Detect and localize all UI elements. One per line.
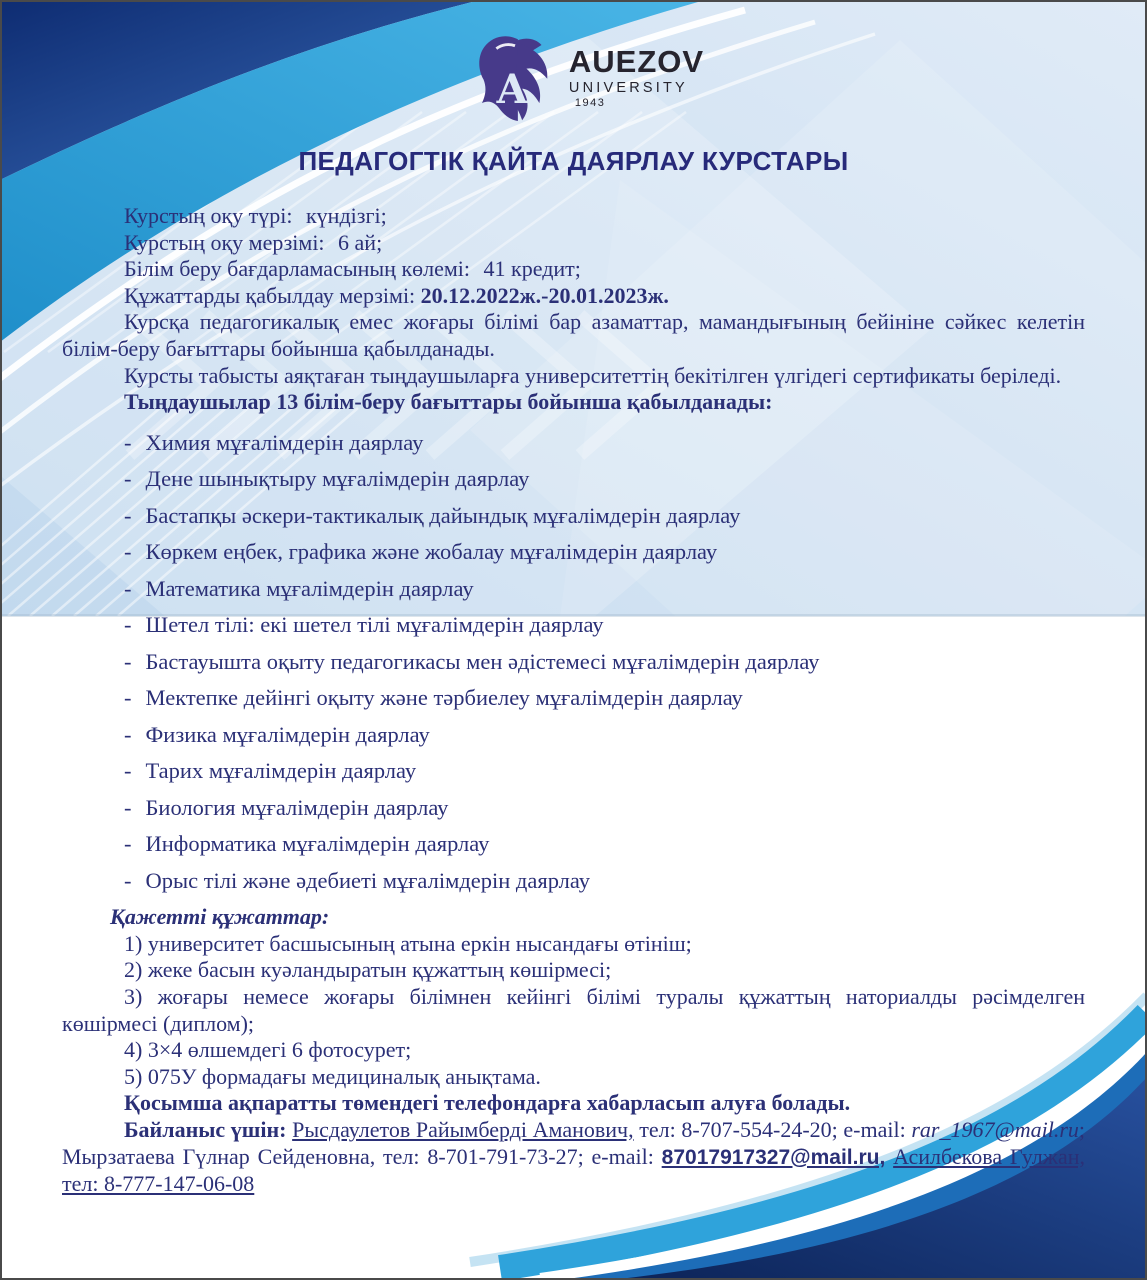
program-label: Химия мұғалімдерін даярлау bbox=[145, 429, 424, 455]
contact-person1-name: Рысдаулетов Райымберді Аманович, bbox=[292, 1117, 634, 1142]
list-bullet: - bbox=[124, 758, 132, 784]
list-bullet: - bbox=[124, 831, 132, 857]
list-bullet: - bbox=[124, 721, 132, 747]
program-label: Информатика мұғалімдерін даярлау bbox=[145, 831, 490, 857]
contact-paragraph bbox=[62, 1117, 1085, 1198]
certificate-paragraph: Курсты табысты аяқтаған тыңдаушыларға университеттің бекітілген үлгідегі сертификаты беріледі. bbox=[124, 362, 1062, 388]
program-list-item bbox=[62, 612, 1085, 639]
university-brand-subtitle: UNIVERSITY bbox=[568, 79, 688, 96]
program-label: Тарих мұғалімдерін даярлау bbox=[145, 758, 417, 784]
contact-person2-info: Мырзатаева Гүлнар Сейденовна, тел: 8-701-791-73-27; e-mail: bbox=[62, 1143, 654, 1169]
document-list-item: 5) 075У формадағы медициналық анықтама. bbox=[124, 1063, 541, 1089]
document-list-item: 3) жоғары немесе жоғары білімнен кейінгі білімі туралы құжаттың наториалды рәсімделген көшірмесі (диплом); bbox=[62, 984, 1085, 1036]
program-list-item bbox=[62, 831, 1085, 858]
program-label: Бастапқы әскери-тактикалық дайындық мұғалімдерін даярлау bbox=[145, 502, 741, 528]
program-list-item bbox=[62, 722, 1085, 749]
application-deadline-value: 20.12.2022ж.-20.01.2023ж. bbox=[420, 282, 669, 308]
list-bullet: - bbox=[124, 429, 132, 455]
program-list-item bbox=[62, 539, 1085, 566]
program-label: Бастауышта оқыту педагогикасы мен әдістемесі мұғалімдерін даярлау bbox=[145, 648, 820, 674]
contact-tel-label: тел: bbox=[639, 1117, 676, 1142]
programs-list bbox=[62, 430, 1085, 895]
list-bullet: - bbox=[124, 685, 132, 711]
program-label: Математика мұғалімдерін даярлау bbox=[145, 575, 474, 601]
contact-person1-email-link[interactable]: rar_1967@mail.ru bbox=[911, 1117, 1079, 1142]
document-list-item: 2) жеке басын куәландыратын құжаттың көшірмесі; bbox=[124, 957, 612, 983]
programs-heading: Тыңдаушылар 13 білім-беру бағыттары бойынша қабылданады: bbox=[124, 389, 773, 415]
course-duration-value: 6 ай; bbox=[338, 229, 383, 255]
contact-separator: ; bbox=[1078, 1117, 1086, 1142]
list-bullet: - bbox=[124, 648, 132, 674]
list-bullet: - bbox=[124, 794, 132, 820]
program-list-item bbox=[62, 758, 1085, 785]
program-label: Биология мұғалімдерін даярлау bbox=[145, 794, 449, 820]
program-list-item bbox=[62, 649, 1085, 676]
svg-text:A: A bbox=[496, 66, 528, 114]
list-bullet: - bbox=[124, 612, 132, 638]
course-type-label: Курстың оқу түрі: bbox=[124, 203, 293, 228]
list-bullet: - bbox=[124, 539, 132, 565]
program-list-item bbox=[62, 503, 1085, 530]
extra-info-line: Қосымша ақпаратты төмендегі телефондарға хабарласып алуға болады. bbox=[124, 1090, 851, 1116]
university-logo-text bbox=[569, 46, 704, 110]
application-deadline-line bbox=[62, 283, 1085, 310]
program-label: Орыс тілі және әдебиеті мұғалімдерін даярлау bbox=[145, 867, 590, 893]
page-title: ПЕДАГОГТІК ҚАЙТА ДАЯРЛАУ КУРСТАРЫ bbox=[298, 146, 849, 176]
university-logo bbox=[90, 32, 1085, 124]
program-label: Мектепке дейінгі оқыту және тәрбиелеу мұғалімдерін даярлау bbox=[145, 685, 743, 711]
contact-label: Байланыс үшін: bbox=[124, 1117, 287, 1142]
university-brand: AUEZOV bbox=[568, 44, 705, 80]
program-volume-value: 41 кредит; bbox=[483, 256, 581, 282]
contact-email-label: e-mail: bbox=[843, 1117, 906, 1142]
program-list-item bbox=[62, 576, 1085, 603]
list-bullet: - bbox=[124, 466, 132, 492]
body-text bbox=[62, 203, 1085, 1198]
program-volume-line bbox=[62, 256, 1085, 283]
documents-list bbox=[62, 931, 1085, 1091]
list-bullet: - bbox=[124, 502, 132, 528]
application-deadline-label: Құжаттарды қабылдау мерзімі: bbox=[124, 282, 416, 308]
program-volume-label: Білім беру бағдарламасының көлемі: bbox=[124, 256, 471, 282]
program-list-item bbox=[62, 685, 1085, 712]
contact-person3-info: Асилбекова Гулжан, тел: 8-777-147-06-08 bbox=[62, 1143, 1086, 1197]
course-type-value: күндізгі; bbox=[305, 203, 387, 228]
poster-content bbox=[2, 2, 1145, 1198]
document-list-item: 1) университет басшысының атына еркін нысандағы өтініш; bbox=[124, 930, 692, 956]
program-list-item bbox=[62, 795, 1085, 822]
program-label: Физика мұғалімдерін даярлау bbox=[145, 721, 430, 747]
course-duration-label: Курстың оқу мерзімі: bbox=[124, 229, 325, 255]
documents-heading: Қажетті құжаттар: bbox=[110, 904, 330, 930]
program-label: Көркем еңбек, графика және жобалау мұғалімдерін даярлау bbox=[145, 539, 718, 565]
falcon-logo-icon bbox=[471, 35, 559, 121]
contact-person1-phone: 8-707-554-24-20; bbox=[681, 1117, 838, 1142]
contact-person2-email-link[interactable]: 87017917327@mail.ru, bbox=[661, 1145, 886, 1169]
university-founding-year: 1943 bbox=[574, 96, 606, 109]
admission-paragraph: Курсқа педагогикалық емес жоғары білімі бар азаматтар, мамандығының бейініне сәйкес келетін білім-беру бағыттары бойынша қабылданады. bbox=[62, 309, 1085, 361]
list-bullet: - bbox=[124, 867, 132, 893]
document-list-item: 4) 3×4 өлшемдегі 6 фотосурет; bbox=[124, 1037, 412, 1063]
program-label: Шетел тілі: екі шетел тілі мұғалімдерін даярлау bbox=[145, 612, 604, 638]
program-list-item bbox=[62, 466, 1085, 493]
course-duration-line bbox=[62, 230, 1085, 257]
program-list-item bbox=[62, 868, 1085, 895]
list-bullet: - bbox=[124, 575, 132, 601]
program-label: Дене шынықтыру мұғалімдерін даярлау bbox=[145, 466, 530, 492]
program-list-item bbox=[62, 430, 1085, 457]
course-type-line bbox=[62, 203, 1085, 230]
